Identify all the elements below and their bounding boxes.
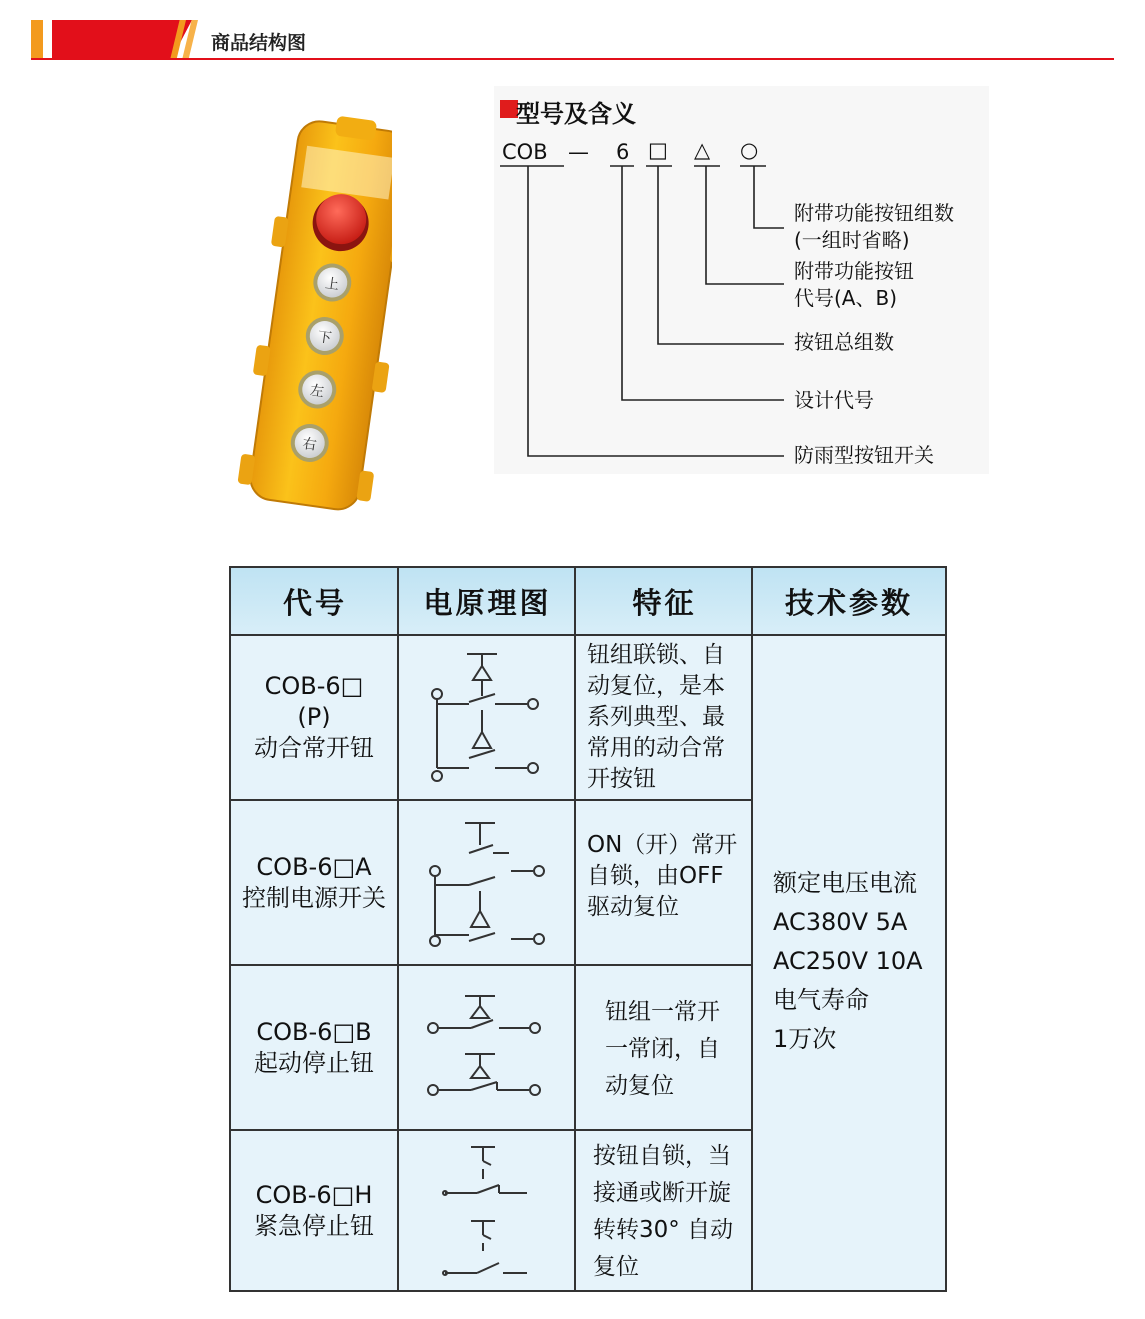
schematic-power-switch [399, 801, 574, 964]
button-label-right: 右 [301, 436, 318, 454]
feature-row-4: 按钮自锁，当 接通或断开旋 转转30° 自动 复位 [593, 1143, 734, 1280]
code-digit: 6 [616, 140, 630, 164]
code-square: □ [648, 138, 668, 162]
label-extra-button-code: 附带功能按钮 代号(A、B) [794, 259, 914, 310]
feature-row-1: 钮组联锁、自 动复位，是本 系列典型、最 常用的动合常 开按钮 [587, 642, 725, 792]
code-circle: ○ [740, 138, 759, 162]
button-label-up: 上 [323, 275, 341, 294]
code-triangle: △ [694, 138, 711, 162]
header-accent-bar [31, 20, 43, 60]
label-rainproof-switch: 防雨型按钮开关 [794, 443, 934, 467]
section-title: 商品结构图 [211, 32, 307, 54]
label-design-code: 设计代号 [794, 388, 874, 412]
spec-table [229, 566, 947, 1292]
tech-parameters: 额定电压电流 AC380V 5A AC250V 10A 电气寿命 1万次 [773, 869, 923, 1053]
model-title: 型号及含义 [516, 100, 636, 128]
code-dash: — [568, 140, 589, 164]
schematic-emergency-stop [399, 1131, 574, 1290]
feature-row-2: ON（开）常开 自锁，由OFF 驱动复位 [587, 832, 738, 920]
grid-line [574, 568, 576, 1290]
header-code: 代号 [231, 568, 399, 634]
header-divider [31, 58, 1114, 60]
feature-row-3: 钮组一常开 一常闭，自 动复位 [605, 999, 720, 1099]
grid-line [751, 568, 753, 1290]
table-row-code: COB-6□H 紧急停止钮 [254, 1180, 374, 1240]
table-row-code: COB-6□B 起动停止钮 [254, 1017, 374, 1077]
header-features: 特征 [576, 568, 753, 634]
header-schematic: 电原理图 [399, 568, 576, 634]
label-total-groups: 按钮总组数 [794, 330, 894, 354]
button-label-left: 左 [308, 382, 326, 401]
label-extra-group-count: 附带功能按钮组数 (一组时省略) [794, 201, 954, 252]
code-prefix: COB [502, 140, 548, 164]
table-row-code: COB-6□A 控制电源开关 [242, 852, 386, 912]
model-leader-lines [494, 86, 989, 474]
table-row-code: COB-6□ (P) 动合常开钮 [254, 672, 374, 762]
button-label-down: 下 [316, 329, 333, 347]
schematic-start-stop [399, 966, 574, 1129]
header-red-block [52, 20, 192, 60]
schematic-normally-open [399, 636, 574, 799]
header-parameters: 技术参数 [753, 568, 945, 634]
model-meaning-panel [494, 86, 989, 474]
product-image [232, 112, 392, 512]
